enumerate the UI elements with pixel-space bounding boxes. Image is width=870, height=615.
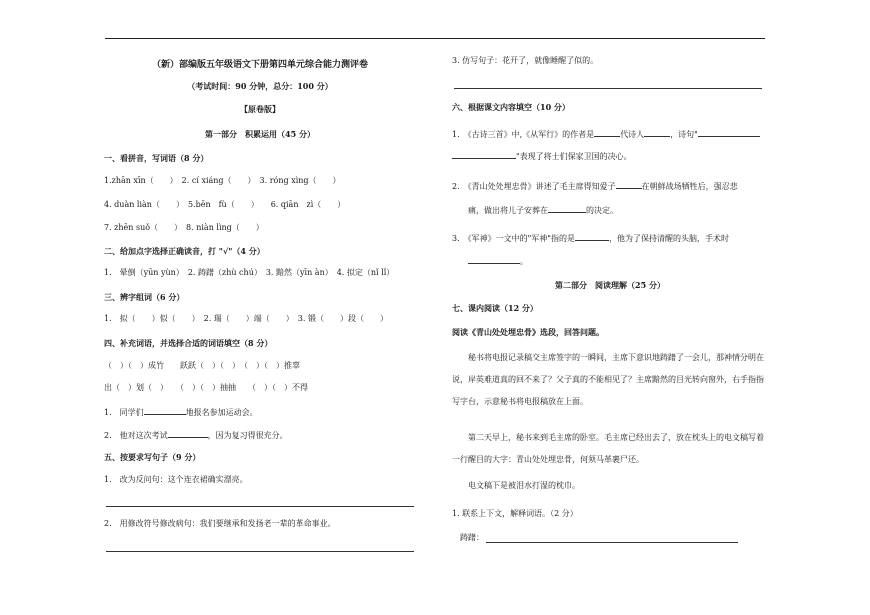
top-rule [105, 38, 765, 39]
section6-heading: 六、根据课文内容填空（10 分） [452, 102, 570, 112]
reading-instruction: 阅读《青山处处埋忠骨》选段，回答问题。 [452, 327, 604, 337]
q-text: 在朝鲜战场牺牲后，强忍悲 [641, 182, 738, 191]
section6-question-3-cont [468, 255, 528, 267]
answer-blank[interactable] [594, 128, 620, 137]
answer-blank[interactable] [698, 128, 760, 137]
q-text: 代诗人 [620, 130, 645, 139]
answer-line[interactable] [106, 506, 414, 507]
section4-heading: 四、补充词语，并选择合适的词语填空（8 分） [104, 338, 273, 348]
rewrite-question-3: 3. 仿写句子：花开了，就像睡醒了似的。 [452, 56, 599, 65]
answer-blank[interactable] [144, 406, 186, 415]
q-text: 1. 同学们 [104, 408, 144, 417]
q-text: 痛，做出将儿子安葬在 [468, 206, 548, 215]
section4-question-2 [104, 429, 288, 441]
answer-blank[interactable] [468, 255, 520, 264]
q-text: 。 [520, 257, 528, 266]
answer-blank[interactable] [548, 204, 586, 213]
section5-question-1: 1. 改为反问句：这个连衣裙确实漂亮。 [104, 475, 248, 484]
reading-paragraph: 秘书将电报记录稿交主席签字的一瞬间，主席下意识地踌躇了一会儿，那神情分明在说，岸英难道真的回不来了？父子真的不能相见了？主席黯然的目光转向窗外，右手指指写字台，示意秘书将电报稿放在上面。 [452, 353, 764, 406]
q-text: ，因为复习得很充分。 [207, 431, 288, 440]
section6-question-2-cont [468, 204, 618, 216]
term-label: 踌躇： [460, 533, 484, 542]
section1-row: 1.zhān xīn（ ） 2. cí xiáng（ ） 3. róng xìng（ ） [104, 176, 341, 185]
section7-question-1: 1. 联系上下文，解释词语。（2 分） [452, 509, 578, 518]
section6-question-1 [452, 128, 760, 140]
section4-question-1 [104, 406, 258, 418]
answer-line[interactable] [454, 88, 762, 89]
section4-row: 出（ ）划（ ） （ ）（ ）抽抽 （ ）（ ）不得 [104, 383, 308, 392]
q-text: 2. 他对这次考试 [104, 431, 168, 440]
section7-heading: 七、课内阅读（12 分） [452, 303, 538, 313]
reading-paragraph: 电文稿下是被泪水打湿的枕巾。 [468, 481, 580, 490]
answer-blank[interactable] [616, 180, 642, 189]
q-text: "表现了将士们保家卫国的决心。 [516, 152, 632, 161]
q-text: 2. 《青山处处埋忠骨》讲述了毛主席得知爱子 [452, 182, 616, 191]
part1-heading: 第一部分 积累运用（45 分） [205, 129, 315, 139]
answer-blank[interactable] [575, 232, 609, 241]
q-text: 1. 《古诗三首》中,《从军行》的作者是 [452, 130, 595, 139]
section6-question-1-cont [452, 150, 632, 162]
answer-line[interactable] [486, 542, 738, 543]
section1-heading: 一、看拼音，写词语（8 分） [104, 153, 209, 163]
section3-heading: 三、辨字组词（6 分） [104, 292, 185, 302]
exam-info: （考试时间：90 分钟，总分：100 分） [187, 81, 333, 91]
answer-blank[interactable] [644, 128, 670, 137]
q-text: ，诗句" [670, 130, 698, 139]
section4-row: （ ）（ ）成竹 跃跃（ ）（ ） （ ）（ ）推辜 [104, 361, 300, 370]
section1-row: 4. duàn liàn（ ） 5.bēn fù（ ） 6. qiān zì（ ） [104, 200, 346, 209]
q-text: 的决定。 [586, 206, 618, 215]
version-label: 【原卷版】 [240, 104, 280, 114]
section1-row: 7. zhēn suǒ（ ） 8. niàn lìng（ ） [104, 223, 264, 232]
section6-question-2 [452, 180, 738, 192]
page-title: （新）部编版五年级语文下册第四单元综合能力测评卷 [151, 60, 368, 70]
section5-heading: 五、按要求写句子（9 分） [104, 452, 201, 462]
section5-question-2: 2. 用修改符号修改病句：我们要继承和发扬老一辈的革命事业。 [104, 519, 336, 528]
answer-blank[interactable] [452, 150, 516, 159]
answer-line[interactable] [106, 551, 414, 552]
section3-row: 1. 拟（ ）似（ ） 2. 瑞（ ）端（ ） 3. 锻（ ）段（ ） [104, 314, 388, 323]
part2-heading: 第二部分 阅读理解（25 分） [555, 280, 665, 290]
section6-question-3 [452, 232, 729, 244]
q-text: ，他为了保持清醒的头脑，手术时 [609, 234, 729, 243]
q-text: 地报名参加运动会。 [185, 408, 258, 417]
section2-row: 1. 晕倒（yūn yùn） 2. 踌躇（zhù chú） 3. 黯然（yīn àn） 4. 拟定（nǐ lǐ） [104, 268, 395, 277]
q-text: 3. 《军神》一文中的"军神"指的是 [452, 234, 575, 243]
section2-heading: 二、给加点字选择正确读音，打 "√"（4 分） [104, 246, 265, 256]
reading-paragraph: 第二天早上，秘书来到毛主席的卧室。毛主席已经出去了，放在枕头上的电文稿写着一行醒目的大字：青山处处埋忠骨，何须马革裹尸还。 [452, 433, 764, 464]
answer-blank[interactable] [168, 429, 208, 438]
